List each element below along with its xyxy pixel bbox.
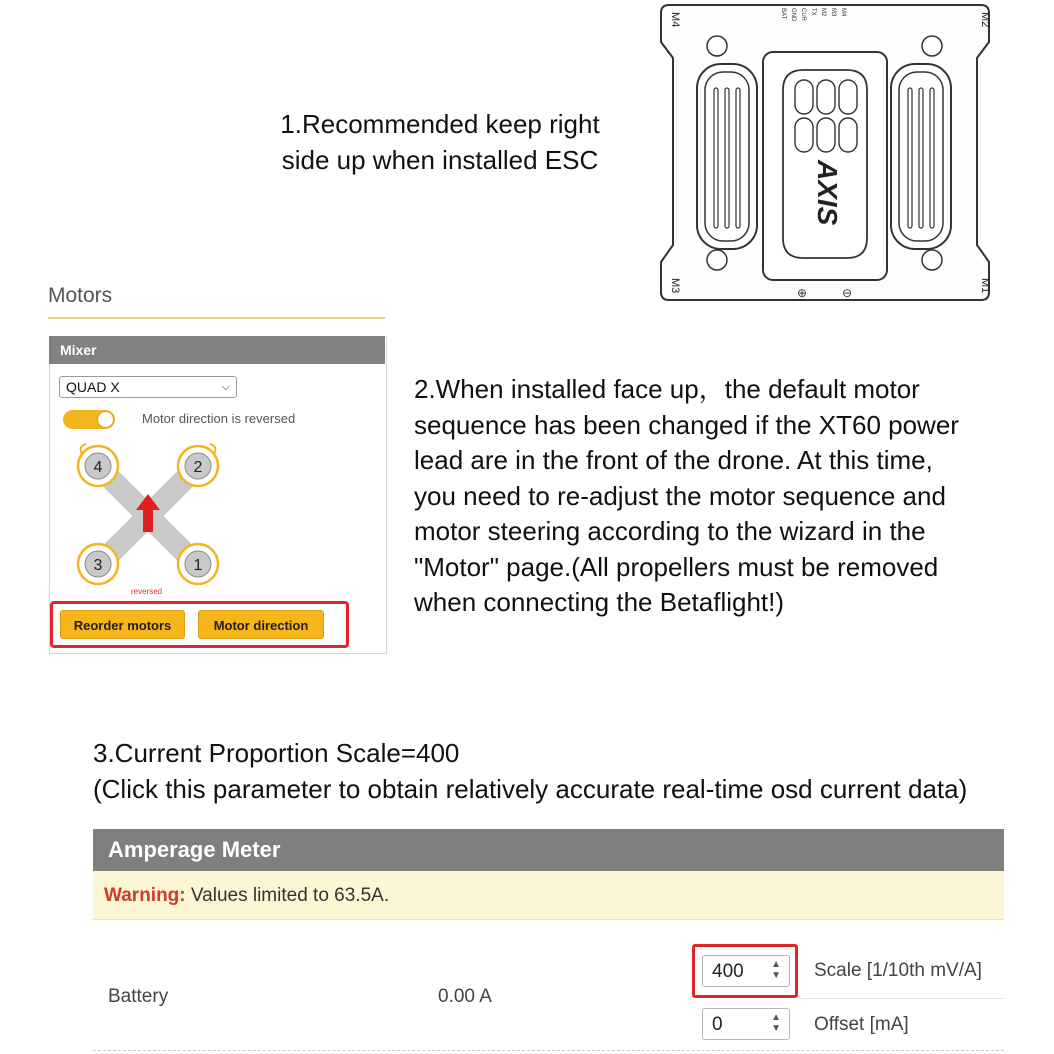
warning-text: Values limited to 63.5A. <box>185 885 390 906</box>
plus-icon: ⊕ <box>797 286 808 300</box>
step2-line: sequence has been changed if the XT60 power <box>414 409 959 440</box>
step2-line: lead are in the front of the drone. At this time, <box>414 445 933 475</box>
amperage-meter-title: Amperage Meter <box>108 837 281 862</box>
motor-number: 2 <box>193 459 203 476</box>
step1-text <box>230 106 650 178</box>
battery-label: Battery <box>108 986 169 1007</box>
offset-value: 0 <box>712 1014 723 1035</box>
pin-label: BAT <box>780 8 786 20</box>
brand-logo: AXIS <box>812 160 843 226</box>
step2-line: motor steering according to the wizard in the <box>414 516 926 546</box>
step2-line: "Motor" page.(All propellers must be removed <box>414 551 939 582</box>
motor-number: 3 <box>93 557 103 574</box>
motor-number: 1 <box>193 557 203 574</box>
amperage-meter-header <box>93 829 1004 871</box>
corner-label-m4: M4 <box>669 12 681 28</box>
amperage-warning-bar <box>93 871 1004 920</box>
reversed-label: reversed <box>131 587 163 596</box>
step2-line: when connecting the Betaflight!) <box>414 587 785 617</box>
mount-hole-icon <box>922 36 942 56</box>
mixer-type-select[interactable] <box>59 376 237 398</box>
motors-title-rule <box>48 317 385 319</box>
motors-title: Motors <box>48 284 113 307</box>
corner-label-m1: M1 <box>979 278 991 294</box>
spinner-icon[interactable]: ▲ ▼ <box>771 959 781 981</box>
quad-x-diagram <box>68 436 248 606</box>
reorder-motors-button[interactable]: Reorder motors <box>60 610 185 639</box>
pin-label: M4 <box>840 8 846 17</box>
motor-direction-toggle[interactable] <box>63 410 115 429</box>
motor-2 <box>178 446 218 486</box>
battery-current-value: 0.00 A <box>438 986 492 1007</box>
motor-direction-button[interactable]: Motor direction <box>198 610 324 639</box>
mount-hole-icon <box>707 36 727 56</box>
step2-line: 2.When installed face up，the default motor <box>414 374 920 404</box>
step3-text <box>93 735 1033 807</box>
step1-line: 1.Recommended keep right <box>280 109 600 139</box>
mixer-header-label: Mixer <box>60 342 97 358</box>
minus-icon: ⊖ <box>842 286 853 300</box>
step2-line: you need to re-adjust the motor sequence and <box>414 480 946 511</box>
motor-1 <box>178 544 218 584</box>
offset-input[interactable] <box>702 1008 790 1040</box>
scale-highlight-frame <box>692 944 798 998</box>
pin-label: CUR <box>800 8 806 21</box>
pin-label: GND <box>790 8 796 22</box>
row-divider <box>800 998 1004 999</box>
step1-line: side up when installed ESC <box>281 145 599 175</box>
corner-label-m3: M3 <box>669 278 681 294</box>
mount-hole-icon <box>707 250 727 270</box>
mount-hole-icon <box>922 250 942 270</box>
spinner-icon[interactable]: ▲ ▼ <box>771 1012 781 1034</box>
offset-label: Offset [mA] <box>814 1014 909 1035</box>
mixer-header <box>49 336 385 364</box>
motor-4 <box>78 446 118 486</box>
scale-label: Scale [1/10th mV/A] <box>814 960 982 981</box>
corner-label-m2: M2 <box>979 12 991 28</box>
pin-label: M2 <box>820 8 826 17</box>
esc-board-diagram <box>655 0 995 305</box>
toggle-label: Motor direction is reversed <box>142 411 296 426</box>
mixer-type-value: QUAD X <box>66 379 120 395</box>
motor-3 <box>78 544 118 584</box>
pin-label: TX <box>810 8 816 16</box>
pin-label: M3 <box>830 8 836 17</box>
scale-value: 400 <box>712 961 744 982</box>
chevron-down-icon: ⌵ <box>221 381 230 393</box>
row-divider <box>93 1050 1004 1051</box>
motor-number: 4 <box>93 459 103 476</box>
step2-text <box>414 372 1034 621</box>
step3-line: 3.Current Proportion Scale=400 <box>93 738 460 768</box>
warning-label: Warning: <box>104 885 186 906</box>
step3-line: (Click this parameter to obtain relatively accurate real-time osd current data) <box>93 774 968 804</box>
toggle-knob <box>97 411 114 428</box>
